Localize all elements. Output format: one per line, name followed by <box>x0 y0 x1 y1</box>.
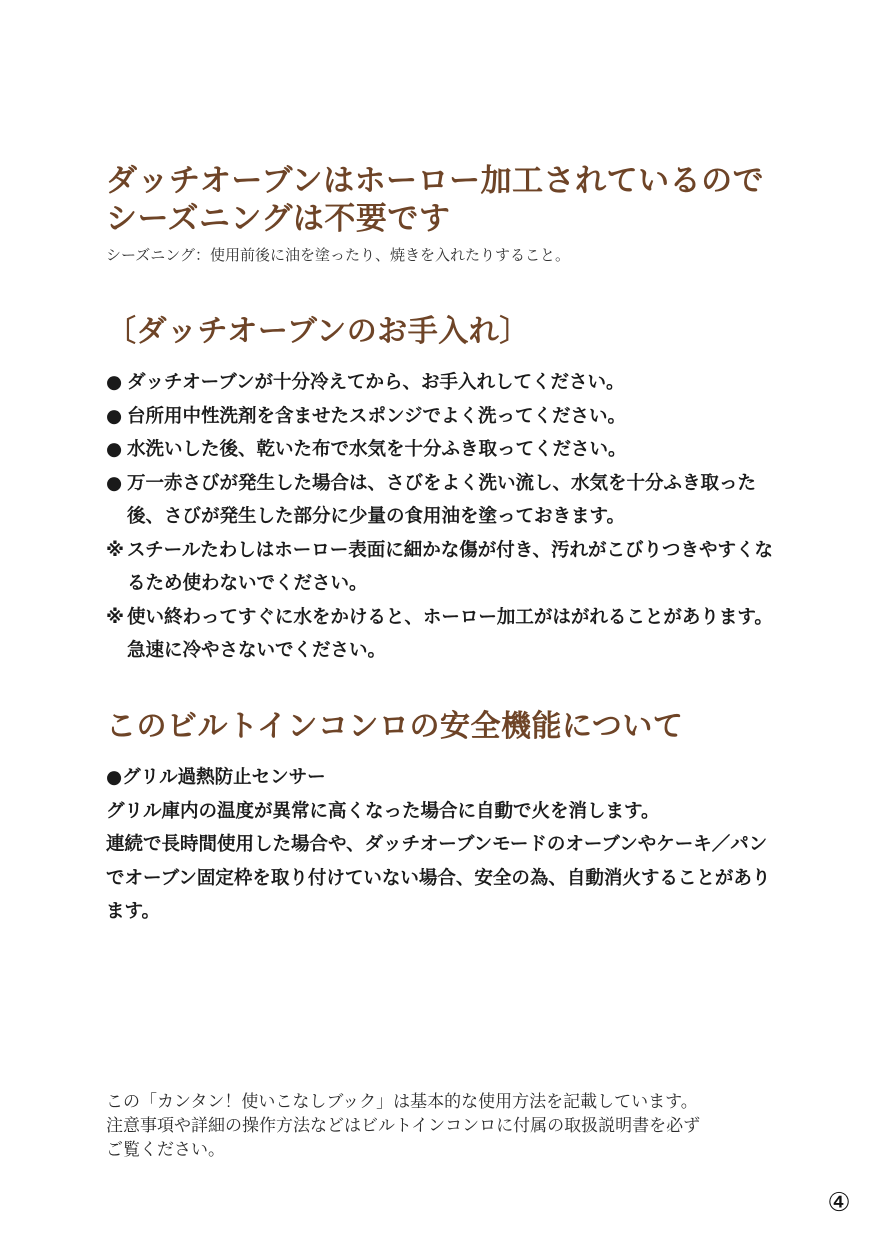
care-list <box>106 366 786 668</box>
care-item-text: スチールたわしはホーロー表面に細かな傷が付き、汚れがこびりつきやすくなるため使わないでください。 <box>127 539 774 594</box>
seasoning-heading-line2: シーズニングは不要です <box>106 201 451 237</box>
seasoning-heading-line1: ダッチオーブンはホーロー加工されているので <box>106 163 765 199</box>
care-item <box>106 467 786 534</box>
footer-line: 注意事項や詳細の操作方法などはビルトインコンロに付属の取扱説明書を必ず <box>106 1116 701 1136</box>
care-item <box>106 534 786 601</box>
care-item <box>106 433 786 467</box>
safety-heading: このビルトインコンロの安全機能について <box>106 709 684 744</box>
care-item-text: 万一赤さびが発生した場合は、さびをよく洗い流し、水気を十分ふき取った後、さびが発生した部分に少量の食用油を塗っておきます。 <box>127 472 757 527</box>
care-item-text: ダッチオーブンが十分冷えてから、お手入れしてください。 <box>127 372 625 393</box>
note-mark: ※ <box>106 606 124 628</box>
bullet-mark: ● <box>106 372 123 393</box>
manual-page <box>106 0 786 1240</box>
bullet-mark: ● <box>106 472 123 494</box>
care-item-text: 使い終わってすぐに水をかけると、ホーロー加工がはがれることがあります。急速に冷やさないでください。 <box>127 606 773 661</box>
care-item <box>106 400 786 434</box>
footer-line: この「カンタン！使いこなしブック」は基本的な使用方法を記載しています。 <box>106 1092 698 1112</box>
care-item-text: 台所用中性洗剤を含ませたスポンジでよく洗ってください。 <box>127 405 627 427</box>
footer-note <box>106 1090 786 1162</box>
care-item <box>106 601 786 668</box>
safety-description: グリル庫内の温度が異常に高くなった場合に自動で火を消します。 <box>106 800 660 822</box>
bullet-mark: ● <box>106 405 123 427</box>
footer-line: ご覧ください。 <box>106 1140 225 1160</box>
safety-feature-title: ●グリル過熱防止センサー <box>106 767 326 788</box>
bullet-mark: ● <box>106 439 123 460</box>
seasoning-heading <box>106 162 796 238</box>
note-mark: ※ <box>106 539 124 561</box>
care-heading: 〔ダッチオーブンのお手入れ〕 <box>106 314 530 349</box>
page-number: ④ <box>827 1188 851 1218</box>
safety-description: 連続で長時間使用した場合や、ダッチオーブンモードのオーブンやケーキ／パンでオーブン固定枠を取り付けていない場合、安全の為、自動消火することがあります。 <box>106 834 771 922</box>
care-item-text: 水洗いした後、乾いた布で水気を十分ふき取ってください。 <box>127 439 627 460</box>
care-item <box>106 366 786 400</box>
safety-section <box>106 761 776 929</box>
seasoning-note: シーズニング：使用前後に油を塗ったり、焼きを入れたりすること。 <box>106 246 570 264</box>
